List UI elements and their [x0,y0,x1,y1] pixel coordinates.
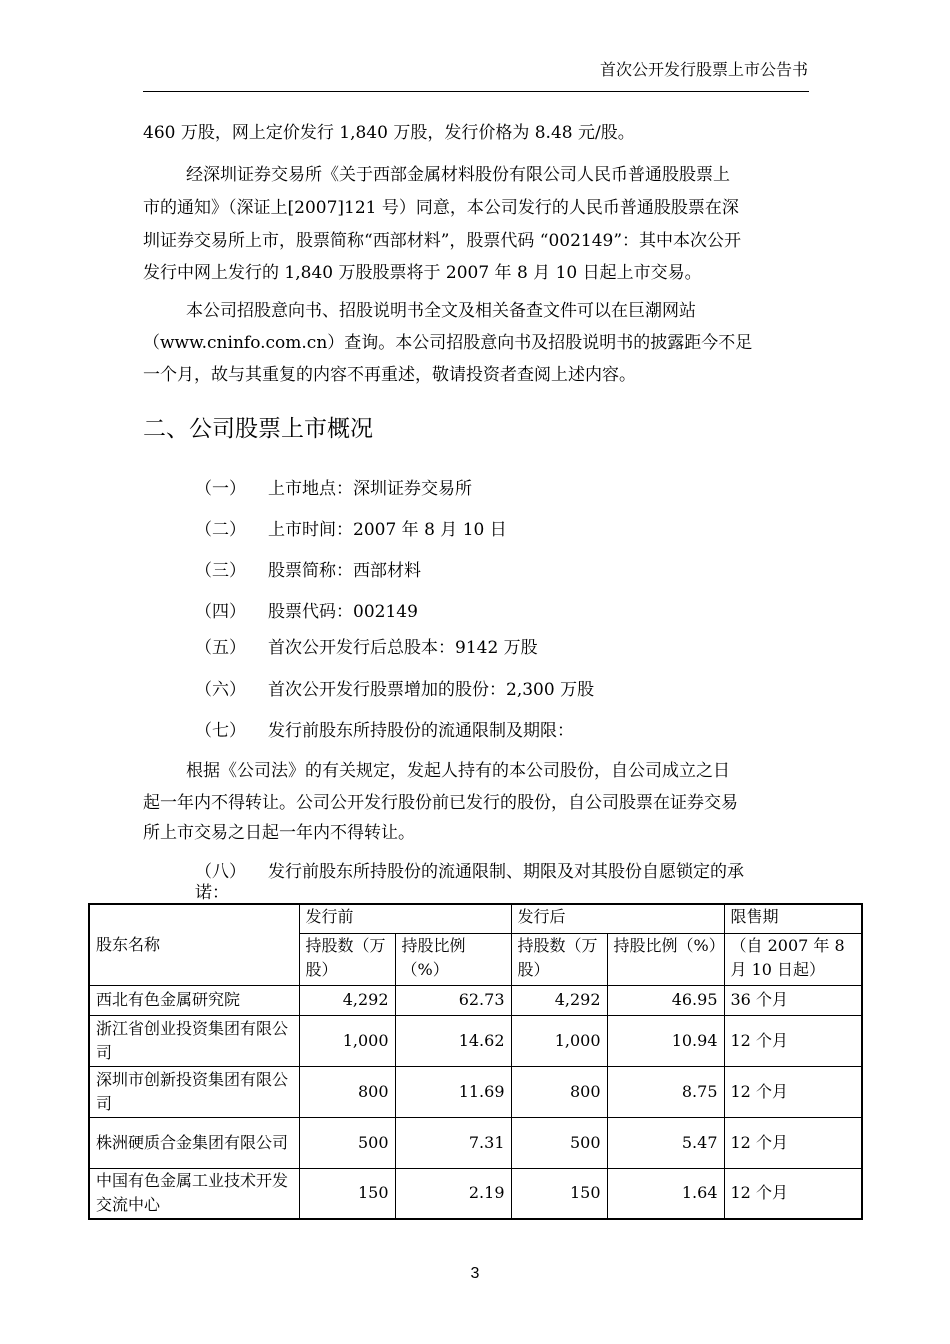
shares-after: 1,000 [511,1015,607,1066]
paragraph-line: 发行中网上发行的 1,840 万股股票将于 2007 年 8 月 10 日起上市交易。 [143,263,702,283]
shareholder-name: 深圳市创新投资集团有限公司 [89,1066,299,1117]
shares-after: 500 [511,1117,607,1168]
page-number: 3 [470,1265,480,1282]
header-after-issue: 发行后 [511,904,724,933]
paragraph-line: 起一年内不得转让。公司公开发行股份前已发行的股份，自公司股票在证券交易 [143,793,738,813]
ratio-before: 2.19 [395,1168,511,1219]
ratio-after: 5.47 [607,1117,724,1168]
header-shares: 持股数（万股） [511,933,607,985]
header-ratio: 持股比例（%） [395,933,511,985]
paragraph-line: 本公司招股意向书、招股说明书全文及相关备查文件可以在巨潮网站 [186,301,696,321]
lockup-period: 12 个月 [724,1066,862,1117]
shares-before: 4,292 [299,985,395,1015]
ratio-after: 1.64 [607,1168,724,1219]
shares-before: 800 [299,1066,395,1117]
header-shareholder-name: 股东名称 [89,904,299,985]
paragraph-line: 一个月，故与其重复的内容不再重述，敬请投资者查阅上述内容。 [143,365,636,385]
lockup-period: 12 个月 [724,1015,862,1066]
header-ratio: 持股比例（%） [607,933,724,985]
ratio-before: 62.73 [395,985,511,1015]
shareholder-name: 中国有色金属工业技术开发交流中心 [89,1168,299,1219]
header-shares: 持股数（万股） [299,933,395,985]
paragraph-line: 经深圳证券交易所《关于西部金属材料股份有限公司人民币普通股股票上 [186,165,730,185]
header-lockup: 限售期 [724,904,862,933]
shareholder-name: 浙江省创业投资集团有限公司 [89,1015,299,1066]
lockup-period: 12 个月 [724,1168,862,1219]
ratio-before: 7.31 [395,1117,511,1168]
shares-before: 500 [299,1117,395,1168]
shares-after: 150 [511,1168,607,1219]
table-row [89,1066,862,1117]
shares-after: 4,292 [511,985,607,1015]
shares-after: 800 [511,1066,607,1117]
header-lockup-sub: （自 2007 年 8 月 10 日起） [724,933,862,985]
paragraph-line: （www.cninfo.com.cn）查询。本公司招股意向书及招股说明书的披露距今不足 [143,333,753,353]
shares-before: 150 [299,1168,395,1219]
shareholder-table [88,903,863,1220]
table-row [89,1015,862,1066]
ratio-after: 10.94 [607,1015,724,1066]
table-row [89,1117,862,1168]
section-title: 二、公司股票上市概况 [143,416,373,442]
paragraph-line: 所上市交易之日起一年内不得转让。 [143,823,415,843]
table-row [89,985,862,1015]
paragraph-line: 460 万股，网上定价发行 1,840 万股，发行价格为 8.48 元/股。 [143,123,635,143]
lockup-period: 12 个月 [724,1117,862,1168]
paragraph-line: 市的通知》（深证上[2007]121 号）同意，本公司发行的人民币普通股股票在深 [143,198,739,218]
ratio-before: 14.62 [395,1015,511,1066]
ratio-after: 46.95 [607,985,724,1015]
ratio-before: 11.69 [395,1066,511,1117]
lockup-period: 36 个月 [724,985,862,1015]
header-rule [143,91,809,92]
shareholder-name: 株洲硬质合金集团有限公司 [89,1117,299,1168]
ratio-after: 8.75 [607,1066,724,1117]
document-page: 首次公开发行股票上市公告书 460 万股，网上定价发行 1,840 万股，发行价格为 8.48 元/股。 经深圳证券交易所《关于西部金属材料股份有限公司人民币普通股股票上 市的通知》（深证上[2007]121 号）同意，本公司发行的人民币普通股股票在深 圳证券交易所上市，股票简称“西部材料”，股票代码 “002149”：其中本次公开 发行中网上发行的 1,840 万股股票将于 2007 年 8 月 10 日起上市交易。 本公司招股意向书、招股说明书全文及相关备查文件可以在巨潮网站 （www.cninfo.com.cn）查询。本公司招股意向书及招股说明书的披露距今不足 一个月，故与其重复的内容不再重述，敬请投资者查阅上述内容。 二、公司股票上市概况 （一） 上市地点：深圳证券交易所 （二） 上市时间：2007 年 8 月 10 日 （三） 股票简称：西部材料 （四） 股票代码：002149 （五） 首次公开发行后总股本：9142 万股 （六） 首次公开发行股票增加的股份：2,300 万股 （七） 发行前股东所持股份的流通限制及期限： 根据《公司法》的有关规定，发起人持有的本公司股份，自公司成立之日 起一年内不得转让。公司公开发行股份前已发行的股份，自公司股票在证券交易 所上市交易之日起一年内不得转让。 （八） 发行前股东所持股份的流通限制、期限及对其股份自愿锁定的承 诺： 股东名称 发行前 发行后 限售期 持股数（万股） 持股比例（%） 持股数（万股） 持股比例（%） （自 2007 年 8 月 10 日起） 西北有色金属研究院 4,292 62.73 4,292 46.95 36 个月 浙江省创业投资集团有限公司 1,000 14.62 1,000 10.94 12 个月 深圳市创新投资集团有限公司 800 11.69 800 8.75 12 个月 株洲硬质合金集团有限公司 500 7.31 500 5.47 12 个月 中国有色金属工业技术开发交流中心 150 2.19 150 1.64 12 个月 3 [0,0,950,1344]
running-header: 首次公开发行股票上市公告书 [599,60,808,79]
paragraph-line: 根据《公司法》的有关规定，发起人持有的本公司股份，自公司成立之日 [186,761,730,781]
shareholder-name: 西北有色金属研究院 [89,985,299,1015]
paragraph-line: 圳证券交易所上市，股票简称“西部材料”，股票代码 “002149”：其中本次公开 [143,231,742,251]
shares-before: 1,000 [299,1015,395,1066]
header-before-issue: 发行前 [299,904,511,933]
table-row [89,1168,862,1219]
